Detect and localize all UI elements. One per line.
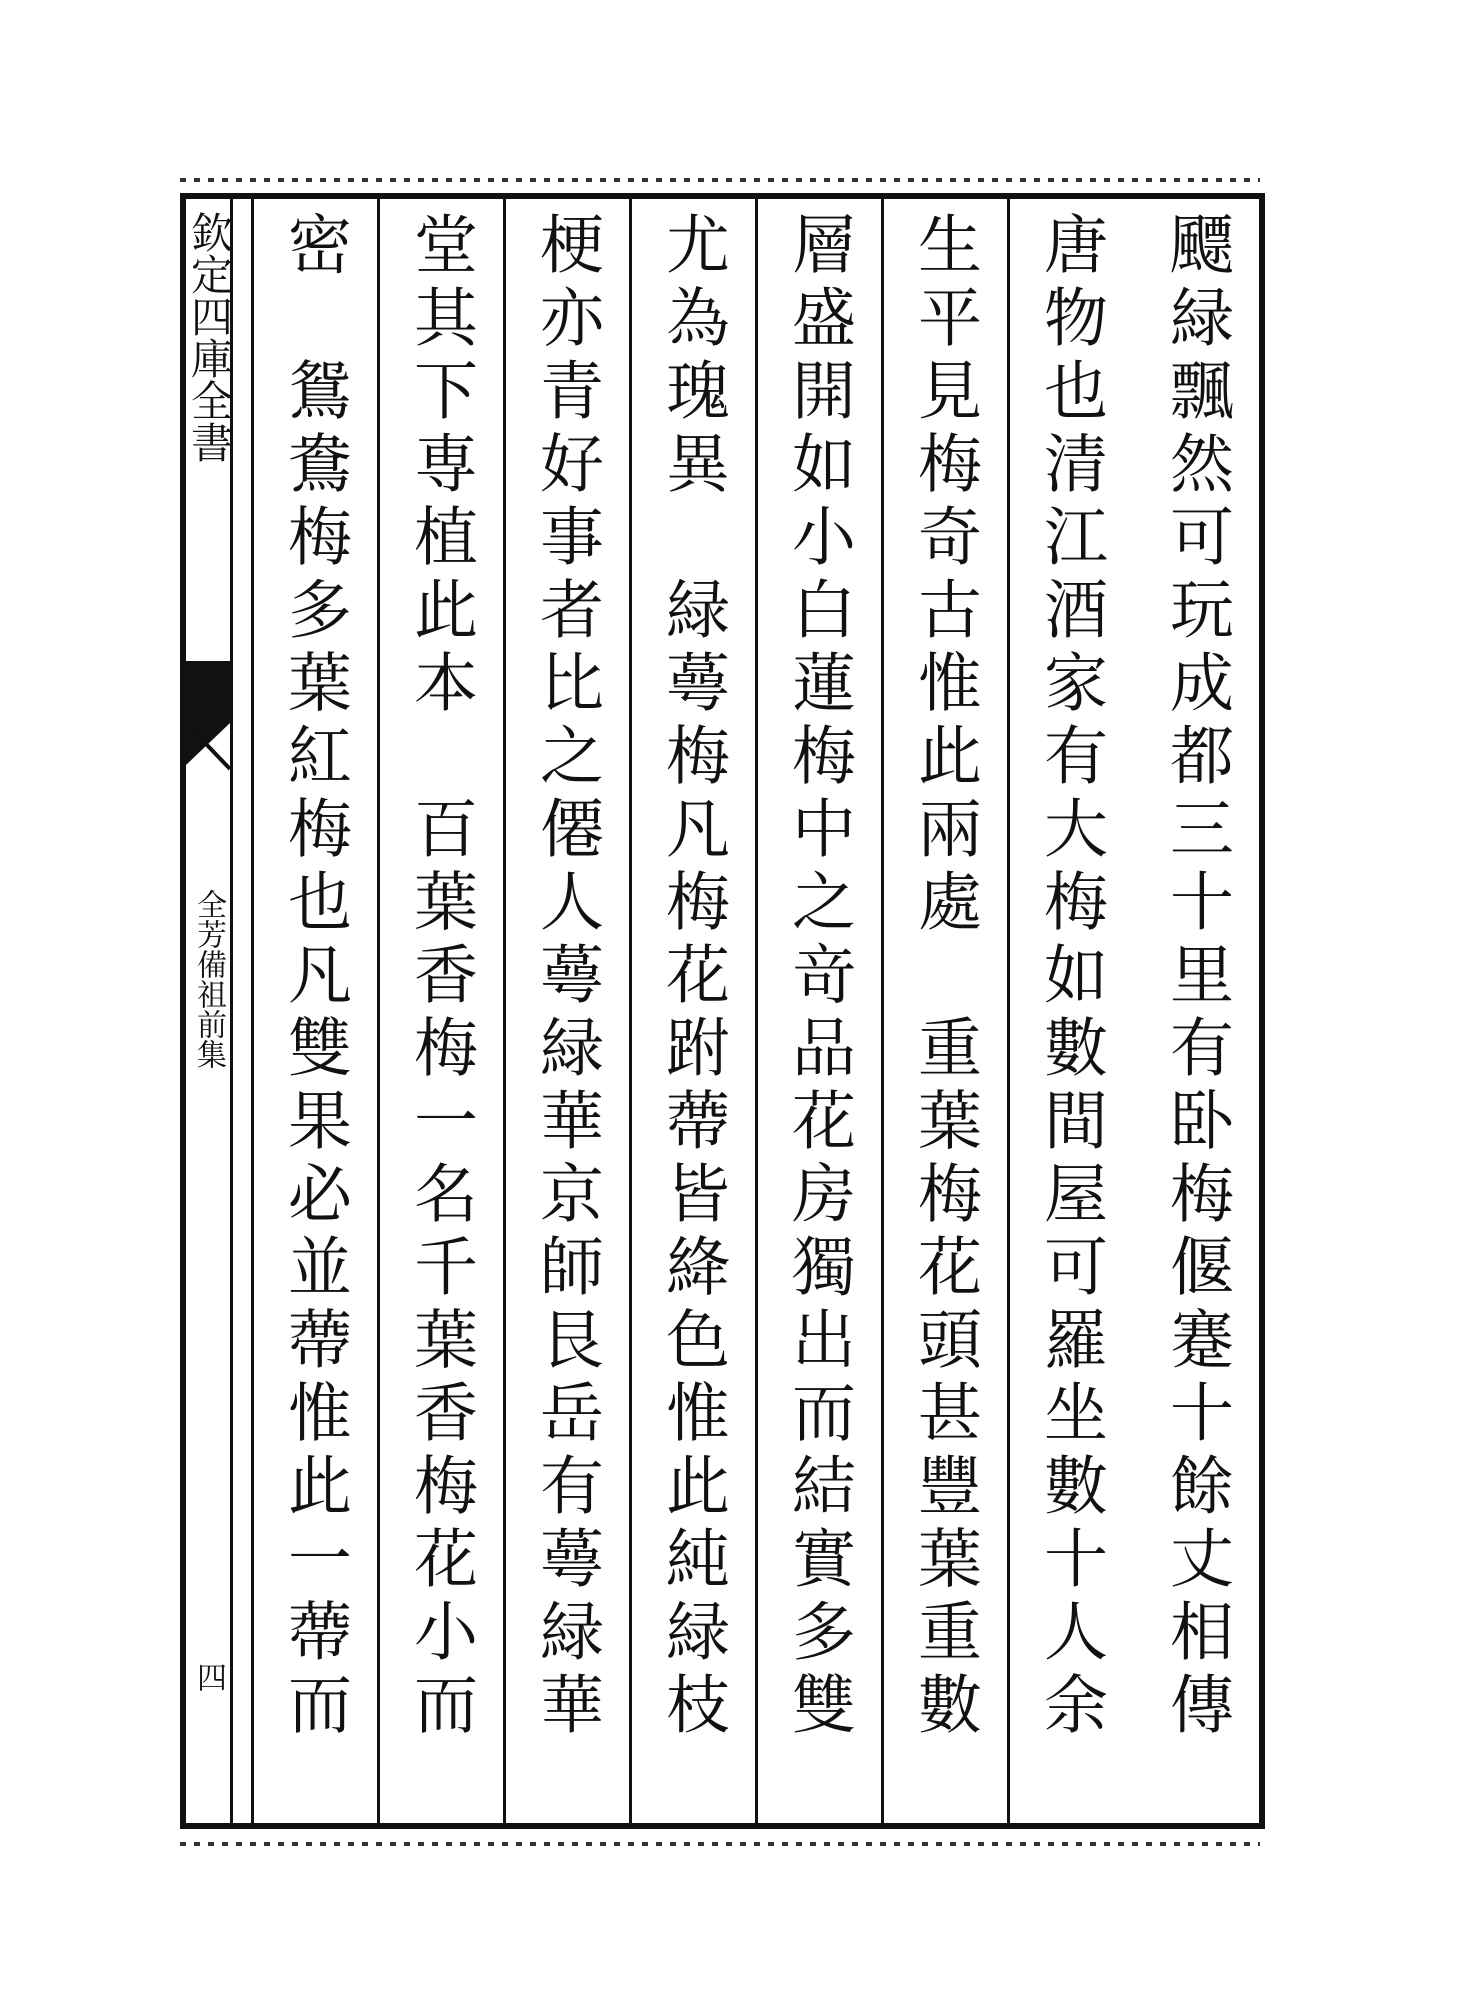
text-columns — [233, 199, 1259, 1823]
column-text: 堂其下専植此本 百葉香梅一名千葉香梅花小而 — [403, 211, 477, 1744]
text-column-6 — [503, 199, 629, 1823]
bottom-edge-dots — [180, 1842, 1260, 1846]
book-name: 全芳備祖前集 — [191, 889, 226, 1069]
top-edge-dots — [180, 178, 1260, 182]
text-column-3 — [881, 199, 1007, 1823]
column-text: 梗亦青好事者比之僊人蕚緑華京師艮岳有蕚緑華 — [529, 211, 603, 1744]
page-number: 四 — [191, 1662, 226, 1692]
page-margin-column — [186, 199, 233, 1823]
text-column-4 — [755, 199, 881, 1823]
column-text: 層盛開如小白蓮梅中之竒品花房獨出而結實多雙 — [781, 211, 855, 1744]
column-text: 飃緑飄然可玩成都三十里有卧梅偃蹇十餘丈相傳 — [1159, 211, 1233, 1744]
text-column-2 — [1007, 199, 1133, 1823]
text-column-5 — [629, 199, 755, 1823]
text-column-1 — [1133, 199, 1259, 1823]
fish-tail-mark-icon — [186, 661, 230, 771]
column-text: 密 鴛鴦梅多葉紅梅也凡雙果必並蔕惟此一蔕而 — [277, 211, 351, 1744]
book-series-title: 欽定四庫全書 — [185, 211, 234, 463]
text-column-8 — [251, 199, 377, 1823]
column-text: 唐物也清江酒家有大梅如數間屋可羅坐數十人余 — [1033, 211, 1107, 1744]
column-text: 生平見梅奇古惟此兩處 重葉梅花頭甚豐葉重數 — [907, 211, 981, 1744]
frame-bottom-border — [180, 1823, 1265, 1829]
column-text: 尤為瑰異 緑蕚梅凡梅花跗蔕皆絳色惟此純緑枝 — [655, 211, 729, 1744]
frame-right-border — [1259, 193, 1265, 1829]
text-column-7 — [377, 199, 503, 1823]
